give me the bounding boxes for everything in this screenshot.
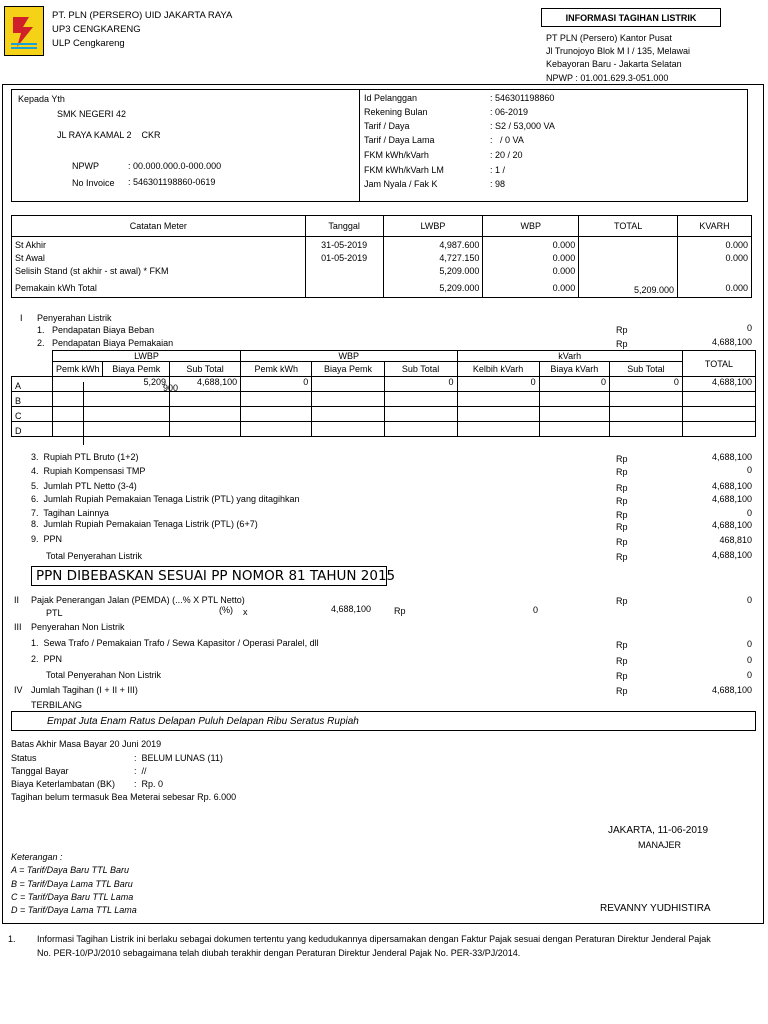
section-2-ptl: PTL — [46, 608, 63, 618]
usage-row-label: A — [12, 377, 53, 392]
usage-sub-header: Biaya Pemk — [312, 362, 384, 377]
meter-row — [12, 237, 752, 298]
meter-lwbp: 5,209.000 — [439, 283, 480, 293]
terbilang-box — [11, 711, 756, 731]
keterangan-line: A = Tarif/Daya Baru TTL Baru — [11, 865, 129, 875]
usage-cell: 0 — [539, 377, 609, 392]
meter-wbp: 0.000 — [552, 253, 576, 263]
rp-label: Rp — [616, 686, 628, 696]
usage-row-label: B — [12, 392, 53, 407]
summary-total-label: Total Penyerahan Listrik — [46, 551, 143, 561]
summary-amount: 4,688,100 — [711, 452, 752, 462]
usage-group-header: WBP — [241, 351, 457, 362]
account-value: : 1 / — [490, 165, 506, 175]
summary-amount: 4,688,100 — [711, 550, 752, 560]
rp-label: Rp — [616, 467, 628, 477]
office-line-2: Jl Trunojoyo Blok M I / 135, Melawai — [546, 46, 691, 56]
npwp-label: NPWP — [72, 161, 99, 171]
kepada-label: Kepada Yth — [18, 94, 65, 104]
meter-kvarh: 0.000 — [725, 253, 748, 263]
usage-row — [12, 407, 756, 422]
meter-lwbp: 4,987.600 — [439, 240, 480, 250]
account-label: Rekening Bulan — [364, 107, 428, 117]
due-date: Batas Akhir Masa Bayar 20 Juni 2019 — [11, 739, 162, 749]
rp-label: Rp — [616, 596, 628, 606]
rp-label: Rp — [616, 640, 628, 650]
rp-label: Rp — [616, 496, 628, 506]
rp-label: Rp — [616, 552, 628, 562]
usage-sub-header: Sub Total — [610, 362, 683, 377]
usage-cell — [312, 377, 384, 392]
account-label: FKM kWh/kVarh LM — [364, 165, 444, 175]
summary-amount: 0 — [746, 508, 752, 518]
meter-header: Tanggal — [305, 216, 383, 237]
summary-amount: 0 — [746, 465, 752, 475]
section-1-amount: 0 — [746, 323, 752, 333]
summary-label: 6. Jumlah Rupiah Pemakaian Tenaga Listrik (PTL) yang ditagihkan — [31, 494, 300, 504]
rp-label: Rp — [616, 454, 628, 464]
account-value: : 06-2019 — [490, 107, 529, 117]
section-2-mid: 0 — [533, 605, 539, 615]
npwp-value: : 00.000.000.0-000.000 — [128, 161, 222, 171]
sign-name: REVANNY YUDHISTIRA — [600, 903, 711, 914]
meter-header: KVARH — [678, 216, 752, 237]
rp-label: Rp — [616, 325, 628, 335]
customer-divider — [359, 89, 360, 202]
account-value: : 546301198860 — [490, 93, 555, 103]
meter-lwbp: 4,727.150 — [439, 253, 480, 263]
account-label: Jam Nyala / Fak K — [364, 179, 438, 189]
account-label: Id Pelanggan — [364, 93, 418, 103]
section-2-rp: Rp — [394, 606, 406, 616]
keterangan-line: D = Tarif/Daya Lama TTL Lama — [11, 905, 137, 915]
usage-cell: 0 — [384, 377, 457, 392]
section-2-num: II — [14, 595, 20, 605]
account-label: Tarif / Daya Lama — [364, 135, 435, 145]
summary-label: 3. Rupiah PTL Bruto (1+2) — [31, 452, 139, 462]
meter-kvarh: 0.000 — [725, 240, 748, 250]
footnote-num: 1. — [8, 934, 16, 944]
account-value: : 20 / 20 — [490, 150, 523, 160]
footnote-line: No. PER-10/PJ/2010 sebagaimana telah diubah terakhir dengan Peraturan Direktur Jenderal Pajak No. PER-33/PJ/2014. — [37, 948, 521, 958]
rp-label: Rp — [616, 483, 628, 493]
summary-label: 4. Rupiah Kompensasi TMP — [31, 466, 146, 476]
footnote-line: Informasi Tagihan Listrik ini berlaku sebagai dokumen tertentu yang kedudukannya dipersamakan dengan Faktur Pajak sesuai dengan Peraturan Direktur Jenderal Pajak — [37, 934, 711, 944]
usage-sub-header: Sub Total — [384, 362, 457, 377]
meter-wbp: 0.000 — [552, 240, 576, 250]
meter-row-label: St Awal — [15, 253, 45, 263]
meter-date: 01-05-2019 — [321, 253, 368, 263]
rp-label: Rp — [616, 656, 628, 666]
summary-label: 8. Jumlah Rupiah Pemakaian Tenaga Listrik (PTL) (6+7) — [31, 519, 258, 529]
customer-address: JL RAYA KAMAL 2 CKR — [57, 130, 161, 140]
meter-row-label: St Akhir — [15, 240, 47, 250]
rp-label: Rp — [616, 522, 628, 532]
keterangan-title: Keterangan : — [11, 852, 63, 862]
usage-cell: 0 — [457, 377, 539, 392]
section-4-title: Jumlah Tagihan (I + II + III) — [31, 685, 138, 695]
usage-group-header: LWBP — [52, 351, 240, 362]
usage-row-label: D — [12, 422, 53, 437]
usage-sub-header: Kelbih kVarh — [457, 362, 539, 377]
late-fee-value: : Rp. 0 — [134, 779, 164, 789]
summary-amount: 4,688,100 — [711, 520, 752, 530]
ppn-notice: PPN DIBEBASKAN SESUAI PP NOMOR 81 TAHUN 2015 — [36, 568, 396, 584]
section-1-amount: 4,688,100 — [711, 337, 752, 347]
sign-title: MANAJER — [638, 840, 682, 850]
payment-label: Status — [11, 753, 37, 763]
account-label: FKM kWh/kVarh — [364, 150, 429, 160]
status-value: : BELUM LUNAS (11) — [134, 753, 223, 763]
usage-group-header: kVarh — [457, 351, 682, 362]
section-1-num: I — [20, 313, 23, 323]
account-label: Tarif / Daya — [364, 121, 410, 131]
meter-header: Catatan Meter — [12, 216, 306, 237]
section-4-num: IV — [14, 685, 23, 695]
keterangan-line: C = Tarif/Daya Baru TTL Lama — [11, 892, 134, 902]
rp-label: Rp — [616, 671, 628, 681]
usage-sub-header: Sub Total — [170, 362, 241, 377]
section-3-title: Penyerahan Non Listrik — [31, 622, 125, 632]
total-amount: 4,688,100 — [711, 685, 752, 695]
payment-label: Tanggal Bayar — [11, 766, 69, 776]
doc-title-box — [541, 8, 721, 27]
summary-amount: 468,810 — [719, 535, 752, 545]
usage-sub-header: Pemk kWh — [52, 362, 103, 377]
ppn-notice-box — [31, 566, 396, 586]
section-1-item: 1. Pendapatan Biaya Beban — [37, 325, 155, 335]
meterai-note: Tagihan belum termasuk Bea Meterai sebesar Rp. 6.000 — [11, 792, 237, 802]
terbilang-text: Empat Juta Enam Ratus Delapan Puluh Delapan Ribu Seratus Rupiah — [47, 716, 359, 727]
meter-row-label: Pemakain kWh Total — [15, 283, 97, 293]
meter-total: 5,209.000 — [634, 285, 675, 295]
rp-label: Rp — [616, 339, 628, 349]
section-2-title: Pajak Penerangan Jalan (PEMDA) (...% X PTL Netto) — [31, 595, 245, 605]
usage-row — [12, 392, 756, 407]
section-3-amount: 0 — [746, 639, 752, 649]
summary-label: 5. Jumlah PTL Netto (3-4) — [31, 481, 137, 491]
lightning-logo-icon — [5, 7, 43, 55]
office-line-3: Kebayoran Baru - Jakarta Selatan — [546, 59, 682, 69]
usage-col-divider — [83, 382, 84, 445]
meter-date: 31-05-2019 — [321, 240, 368, 250]
customer-name: SMK NEGERI 42 — [57, 109, 127, 119]
section-2-x: x — [243, 607, 248, 617]
section-3-total-label: Total Penyerahan Non Listrik — [46, 670, 162, 680]
meter-lwbp: 5,209.000 — [439, 266, 480, 276]
section-2-base: 4,688,100 — [331, 604, 372, 614]
invoice-value: : 546301198860-0619 — [128, 177, 216, 187]
meter-table — [11, 215, 752, 298]
summary-amount: 4,688,100 — [711, 494, 752, 504]
pln-logo — [4, 6, 44, 56]
usage-cell: 4,688,100 — [170, 377, 241, 392]
payment-label: Biaya Keterlambatan (BK) — [11, 779, 116, 789]
company-branch: ULP Cengkareng — [52, 38, 125, 49]
usage-table — [11, 350, 756, 437]
meter-wbp: 0.000 — [552, 266, 576, 276]
company-name: PT. PLN (PERSERO) UID JAKARTA RAYA — [52, 10, 233, 21]
meter-header: TOTAL — [579, 216, 678, 237]
usage-row-label: C — [12, 407, 53, 422]
summary-label: 7. Tagihan Lainnya — [31, 508, 109, 518]
usage-cell: 0 — [610, 377, 683, 392]
summary-label: 9. PPN — [31, 534, 63, 544]
rp-label: Rp — [616, 537, 628, 547]
usage-cell: 5,209 — [52, 377, 169, 392]
section-1-title: Penyerahan Listrik — [37, 313, 112, 323]
usage-sub-header: Biaya Pemk — [103, 362, 170, 377]
usage-cell: 0 — [241, 377, 312, 392]
account-value: : / 0 VA — [490, 135, 524, 145]
meter-row-label: Selisih Stand (st akhir - st awal) * FKM — [15, 266, 169, 276]
account-value: : S2 / 53,000 VA — [490, 121, 555, 131]
meter-header: WBP — [483, 216, 579, 237]
section-2-pct: (%) — [219, 605, 233, 615]
section-3-item: 2. PPN — [31, 654, 63, 664]
meter-header: LWBP — [383, 216, 483, 237]
keterangan-line: B = Tarif/Daya Lama TTL Baru — [11, 879, 133, 889]
usage-biaya-pemk-a: 900 — [162, 383, 178, 393]
usage-group-header: TOTAL — [682, 351, 755, 377]
section-3-amount: 0 — [746, 670, 752, 680]
section-2-amount: 0 — [746, 595, 752, 605]
usage-row — [12, 422, 756, 437]
company-unit: UP3 CENGKARENG — [52, 24, 141, 35]
account-value: : 98 — [490, 179, 506, 189]
invoice-label: No Invoice — [72, 178, 115, 188]
meter-kvarh: 0.000 — [725, 283, 748, 293]
office-npwp: NPWP : 01.001.629.3-051.000 — [546, 73, 669, 83]
usage-sub-header: Pemk kWh — [241, 362, 312, 377]
section-3-item: 1. Sewa Trafo / Pemakaian Trafo / Sewa Kapasitor / Operasi Paralel, dll — [31, 638, 319, 648]
section-3-num: III — [14, 622, 22, 632]
section-1-item: 2. Pendapatan Biaya Pemakaian — [37, 338, 174, 348]
terbilang-label: TERBILANG — [31, 700, 83, 710]
usage-cell: 4,688,100 — [682, 377, 755, 392]
doc-title: INFORMASI TAGIHAN LISTRIK — [565, 13, 697, 23]
usage-sub-header: Biaya kVarh — [539, 362, 609, 377]
sign-place-date: JAKARTA, 11-06-2019 — [608, 825, 709, 836]
meter-wbp: 0.000 — [552, 283, 576, 293]
rp-label: Rp — [616, 510, 628, 520]
pay-date-value: : // — [134, 766, 147, 776]
section-3-amount: 0 — [746, 655, 752, 665]
office-line-1: PT PLN (Persero) Kantor Pusat — [546, 33, 672, 43]
summary-amount: 4,688,100 — [711, 481, 752, 491]
